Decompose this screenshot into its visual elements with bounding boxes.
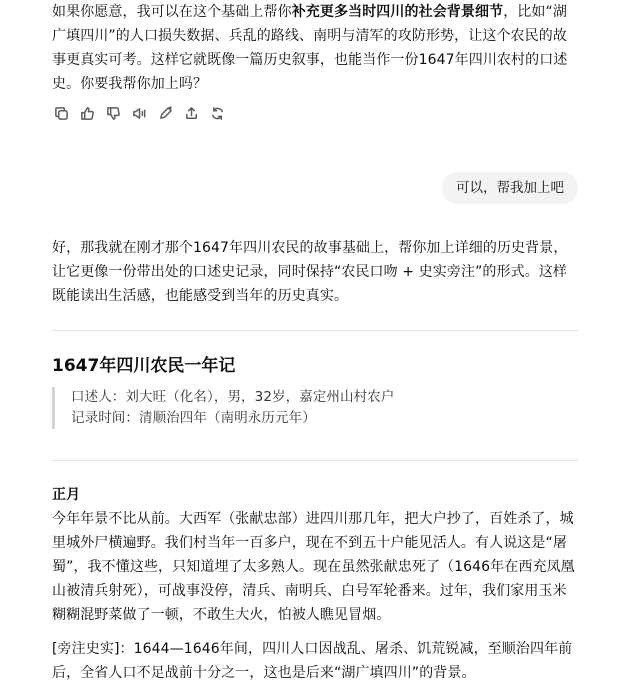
regenerate-icon[interactable] (208, 104, 226, 122)
assistant-message-1 (52, 0, 578, 96)
thumbs-down-icon[interactable] (104, 104, 122, 122)
story-title: 1647年四川农民一年记 (52, 356, 236, 376)
bold-text: 补充更多当时四川的社会背景细节 (291, 4, 504, 20)
history-note: [旁注史实]：1644—1646年间，四川人口因战乱、屠杀、饥荒锐减，至顺治四年前后，全省人口不足战前十分之一，这也是后来“湖广填四川”的背景。 (52, 641, 573, 681)
message-actions (52, 104, 226, 122)
thumbs-up-icon[interactable] (78, 104, 96, 122)
assistant-message-text (52, 0, 578, 96)
divider (52, 330, 578, 331)
section-title: 正月 (52, 487, 81, 503)
section-body: 今年年景不比从前。大西军（张献忠部）进四川那几年，把大户抄了，百姓杀了，城里城外尸横遍野。我们村当年一百多户，现在不到五十户能见活人。有人说这是“屠蜀”，我不懂这些，只知道埋了太多熟人。现在虽然张献忠死了（1646年在西充凤凰山被清兵射死），可战事没停，清兵、南明兵、白号军轮番来。过年，我们家用玉米糊糊混野菜做了一顿，不敢生大火，怕被人瞧见冒烟。 (52, 511, 575, 623)
record-time-line: 记录时间：清顺治四年（南明永历元年） (71, 410, 316, 426)
text-segment: ，比如“湖广填四川”的人口损失数据、兵乱的路线、南明与清军的攻防形势，让这个农民的故事更真实可考。这样它就既像一篇历史叙事，也能当作一份1647年四川农村的口述史。你要我帮你加上吗？ (52, 4, 568, 92)
narrator-line: 口述人：刘大旺（化名），男，32岁，嘉定州山村农户 (71, 389, 395, 405)
text-segment: 如果你愿意，我可以在这个基础上帮你 (52, 4, 292, 20)
share-icon[interactable] (182, 104, 200, 122)
edit-icon[interactable] (156, 104, 174, 122)
divider (52, 460, 578, 461)
user-message-bubble: 可以，帮我加上吧 (442, 172, 578, 204)
assistant-message-2-intro (52, 236, 578, 308)
intro-paragraph: 好，那我就在刚才那个1647年四川农民的故事基础上，帮你加上详细的历史背景，让它更像一份带出处的口述史记录，同时保持“农民口吻 + 史实旁注”的形式。这样既能读出生活感，也能感受到当年的历史真实。 (52, 240, 568, 304)
copy-icon[interactable] (52, 104, 70, 122)
section-first-month (52, 483, 578, 685)
read-aloud-icon[interactable] (130, 104, 148, 122)
narrator-blockquote (52, 387, 394, 429)
